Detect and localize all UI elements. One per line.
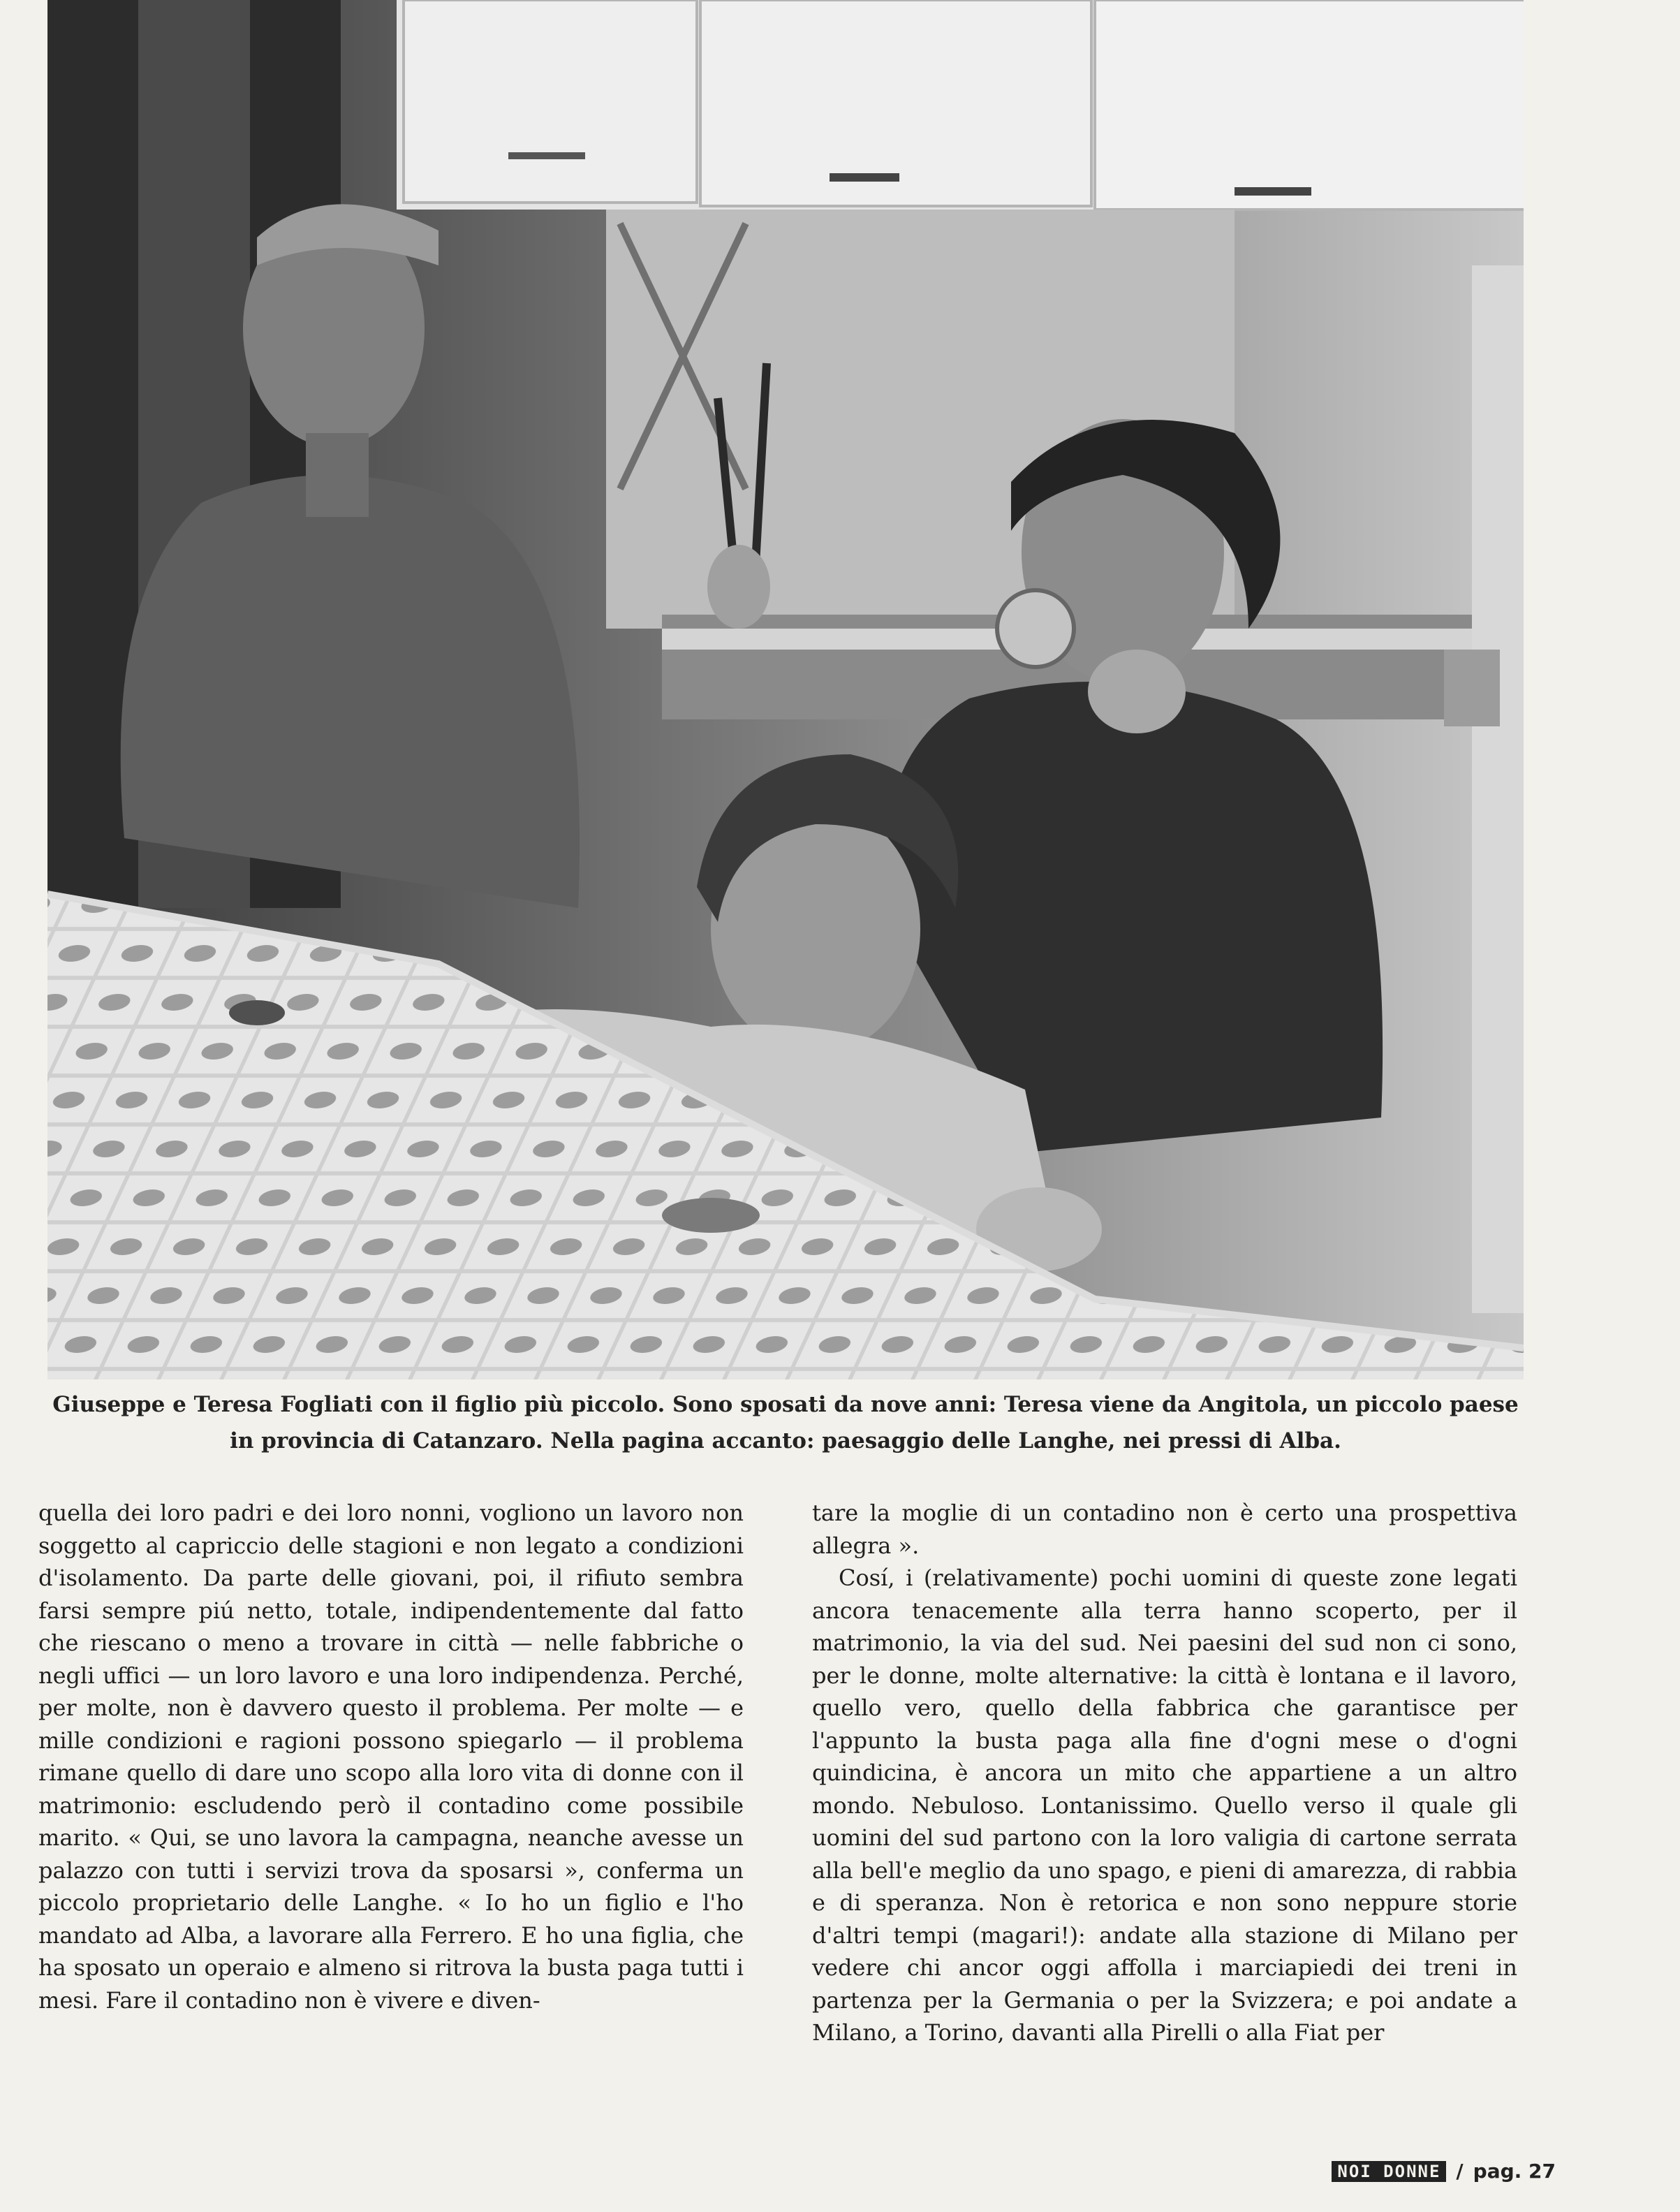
- paragraph: Cosí, i (relativamente) pochi uomini di queste zone legati ancora tenacemente alla terra hanno scoperto, per il matrimonio, la via del sud. Nei paesini del sud non ci sono, per le donne, molte alternative: la città è lontana e il lavoro, quello vero, quello della fabbrica che garantisce per l'appunto la busta paga alla fine d'ogni mese o d'ogni quindicina, è ancora un mito che appartiene a un altro mondo. Nebuloso. Lontanissimo. Quello verso il quale gli uomini del sud partono con la loro valigia di cartone serrata alla bell'e meglio da uno spago, e pieni di amarezza, di rabbia e di speranza. Non è retorica e non sono neppure storie d'altri tempi (magari!): andate alla stazione di Milano per vedere chi ancor oggi affolla i marciapiedi dei treni in partenza per la Germania o per la Svizzera; e poi andate a Milano, a Torino, davanti alla Pirelli o alla Fiat per: [812, 1565, 1517, 2046]
- footer-separator: /: [1456, 2160, 1464, 2183]
- page-footer: [1332, 2160, 1556, 2183]
- caption-line-2: in provincia di Catanzaro. Nella pagina accanto: paesaggio delle Langhe, nei pressi di Alba.: [230, 1428, 1341, 1453]
- paragraph: quella dei loro padri e dei loro nonni, vogliono un lavoro non soggetto al capriccio delle stagioni e non legato a condizioni d'isolamento. Da parte delle giovani, poi, il rifiuto sembra farsi sempre piú netto, totale, indipendentemente dal fatto che riescano o meno a trovare in città — nelle fabbriche o negli uffici — un loro lavoro e una loro indipendenza. Perché, per molte, non è davvero questo il problema. Per molte — e mille condizioni e ragioni possono spiegarlo — il problema rimane quello di dare uno scopo alla loro vita di donne con il matrimonio: escludendo però il contadino come possibile marito. « Qui, se uno lavora la campagna, neanche avesse un palazzo con tutti i servizi trova da sposarsi », conferma un piccolo proprietario delle Langhe. « Io ho un figlio e l'ho mandato ad Alba, a lavorare alla Ferrero. E ho una figlia, che ha sposato un operaio e almeno si ritrova la busta paga tutti i mesi. Fare il contadino non è vivere e diven-: [38, 1500, 744, 2014]
- article-column-right: [812, 1497, 1517, 2049]
- photograph: [47, 0, 1524, 1379]
- page-number: pag. 27: [1473, 2160, 1556, 2183]
- paragraph: tare la moglie di un contadino non è certo una prospettiva allegra ».: [812, 1500, 1517, 1559]
- magazine-logo: NOI DONNE: [1332, 2161, 1446, 2182]
- article-column-left: [38, 1497, 744, 2016]
- photo-caption: [42, 1386, 1529, 1459]
- family-photo-illustration: [47, 0, 1524, 1379]
- caption-line-1: Giuseppe e Teresa Fogliati con il figlio più piccolo. Sono sposati da nove anni: Teresa viene da Angitola, un piccolo paese: [52, 1392, 1519, 1417]
